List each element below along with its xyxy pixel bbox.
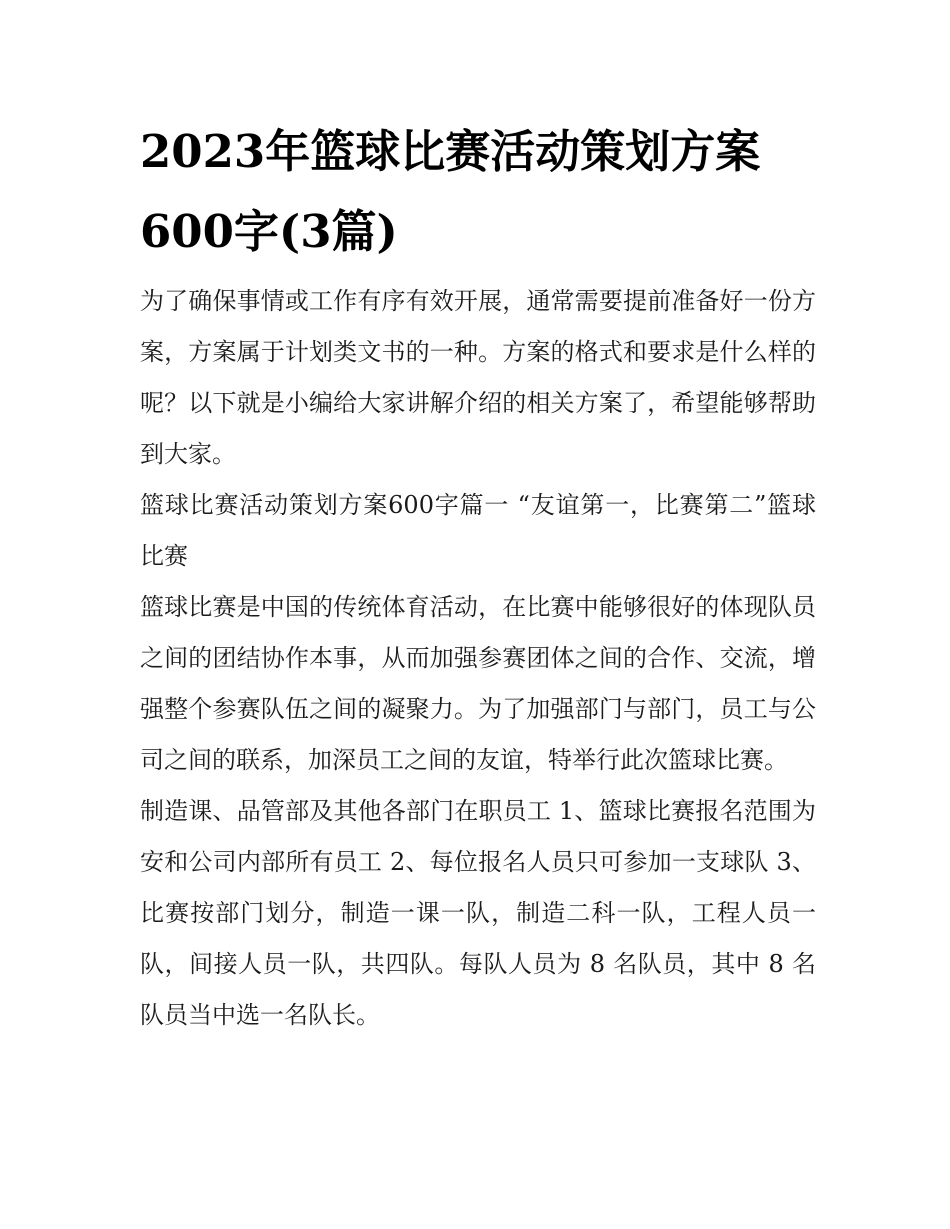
participants-paragraph: 制造课、品管部及其他各部门在职员工 1、篮球比赛报名范围为安和公司内部所有员工 2、每位报名人员只可参加一支球队 3、比赛按部门划分，制造一课一队，制造二科一队，工程人员一队，间接人员一队，共四队。每队人员为 8 名队员，其中 8 名队员当中选一名队长。 (140, 797, 816, 1029)
intro-paragraph: 为了确保事情或工作有序有效开展，通常需要提前准备好一份方案，方案属于计划类文书的一种。方案的格式和要求是什么样的呢？以下就是小编给大家讲解介绍的相关方案了，希望能够帮助到大家。 (140, 287, 816, 468)
background-paragraph: 篮球比赛是中国的传统体育活动，在比赛中能够很好的体现队员之间的团结协作本事，从而加强参赛团体之间的合作、交流，增强整个参赛队伍之间的凝聚力。为了加强部门与部门，员工与公司之间的联系，加深员工之间的友谊，特举行此次篮球比赛。 (140, 593, 816, 774)
document-title: 2023年篮球比赛活动策划方案600字(3篇) (140, 125, 761, 258)
section-heading-paragraph: 篮球比赛活动策划方案600字篇一 “友谊第一，比赛第二”篮球比赛 (140, 491, 816, 570)
document-body (140, 276, 816, 1041)
